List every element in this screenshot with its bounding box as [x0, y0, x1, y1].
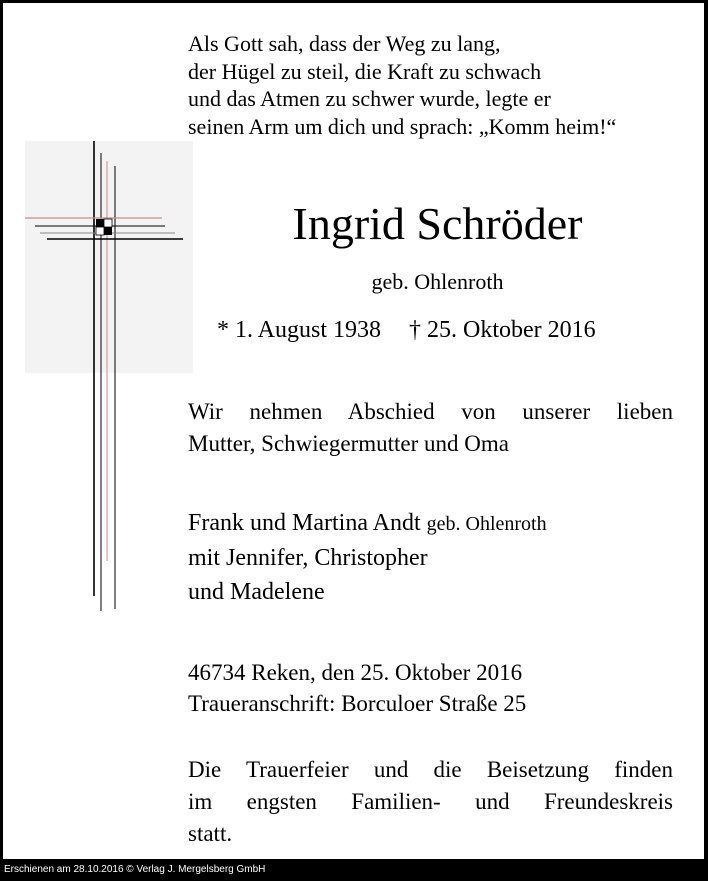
family-signature [188, 506, 547, 609]
farewell-line: Mutter, Schwiegermutter und Oma [188, 431, 510, 456]
death-date: † 25. Oktober 2016 [409, 317, 596, 343]
farewell-line: Wir nehmen Abschied von unserer lieben [188, 399, 673, 424]
family-line [188, 506, 547, 541]
family-names: Frank und Martina Andt [188, 510, 421, 536]
ceremony-text [188, 754, 673, 850]
birth-date: * 1. August 1938 [217, 317, 382, 343]
place-and-address [188, 657, 526, 719]
family-line: mit Jennifer, Christopher [188, 545, 428, 571]
farewell-text [188, 396, 673, 460]
ceremony-line: im engsten Familien- und Freundeskreis [188, 789, 673, 814]
publication-footer: Erschienen am 28.10.2016 © Verlag J. Mergelsberg GmbH [4, 864, 266, 875]
life-dates [217, 317, 596, 344]
ceremony-line: statt. [188, 821, 233, 846]
obituary-card [3, 3, 704, 859]
poem-line: seinen Arm um dich und sprach: „Komm heim!“ [188, 113, 617, 139]
poem-line: und das Atmen zu schwer wurde, legte er [188, 86, 551, 112]
maiden-name: geb. Ohlenroth [371, 269, 504, 294]
poem-line: der Hügel zu steil, die Kraft zu schwach [188, 58, 542, 84]
family-maiden-name: geb. Ohlenroth [426, 513, 547, 535]
location-date: 46734 Reken, den 25. Oktober 2016 [188, 660, 523, 685]
ceremony-line: Die Trauerfeier und die Beisetzung finden [188, 757, 673, 782]
poem [188, 30, 616, 140]
poem-line: Als Gott sah, dass der Weg zu lang, [188, 31, 501, 56]
deceased-name: Ingrid Schröder [292, 198, 583, 249]
mourning-address: Traueranschrift: Borculoer Straße 25 [188, 691, 527, 716]
family-line: und Madelene [188, 579, 325, 605]
